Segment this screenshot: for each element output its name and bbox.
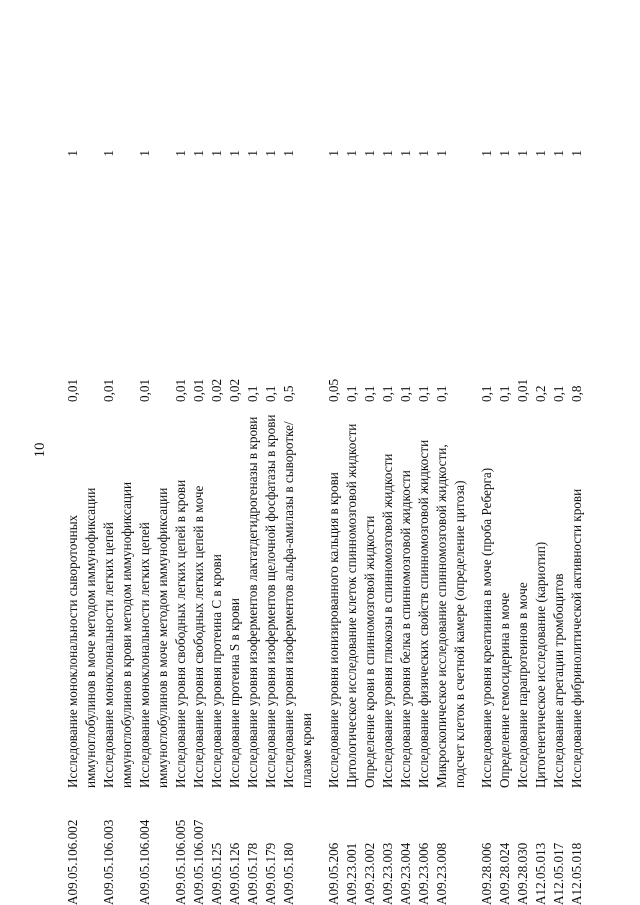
frequency-value: 0,1 <box>416 385 431 402</box>
frequency-value: 0,02 <box>209 378 224 402</box>
frequency-value: 0,01 <box>173 378 188 402</box>
table-row <box>397 130 415 905</box>
service-name: Определение гемосидерина в моче <box>497 592 512 788</box>
multiplicity-value: 1 <box>362 150 377 157</box>
service-code: A09.23.002 <box>362 842 377 905</box>
service-code: A09.05.180 <box>281 842 296 905</box>
service-code: A09.05.106.003 <box>101 819 116 905</box>
service-code: A12.05.013 <box>533 842 548 905</box>
frequency-value: 0,01 <box>191 378 206 402</box>
service-name: Исследование уровня креатинина в моче (проба Реберга) <box>479 467 494 788</box>
table-row <box>379 130 397 905</box>
service-code: A09.05.179 <box>263 842 278 905</box>
service-name: Исследование уровня изоферментов лактатдегидрогеназы в крови <box>245 416 260 788</box>
services-table <box>64 130 584 905</box>
multiplicity-value: 1 <box>209 150 224 157</box>
multiplicity-value: 1 <box>101 150 116 157</box>
frequency-value: 0,1 <box>497 385 512 402</box>
service-code: A09.05.106.004 <box>137 819 152 905</box>
frequency-value: 0,01 <box>101 378 116 402</box>
frequency-value: 0,01 <box>65 378 80 402</box>
service-code: A09.05.125 <box>209 842 224 905</box>
table-row <box>280 130 316 905</box>
service-name: Исследование уровня ионизированного кальция в крови <box>326 472 341 788</box>
service-code: A12.05.017 <box>551 842 566 905</box>
frequency-value: 0,02 <box>227 378 242 402</box>
frequency-value: 0,8 <box>569 385 584 402</box>
service-code: A09.05.106.007 <box>191 819 206 905</box>
service-name: Исследование парапротеинов в моче <box>515 582 530 788</box>
frequency-value: 0,1 <box>344 385 359 402</box>
table-row <box>172 130 190 905</box>
multiplicity-value: 1 <box>515 150 530 157</box>
multiplicity-value: 1 <box>416 150 431 157</box>
service-code: A09.23.004 <box>398 842 413 905</box>
table-row <box>100 130 136 905</box>
multiplicity-value: 1 <box>326 150 341 157</box>
table-row <box>325 130 343 905</box>
table-row <box>343 130 361 905</box>
table-row <box>226 130 244 905</box>
service-code: A09.23.003 <box>380 842 395 905</box>
service-code: A09.28.030 <box>515 842 530 905</box>
service-code: A09.05.106.005 <box>173 819 188 905</box>
multiplicity-value: 1 <box>569 150 584 157</box>
frequency-value: 0,05 <box>326 378 341 402</box>
multiplicity-value: 1 <box>533 150 548 157</box>
service-code: A12.05.018 <box>569 842 584 905</box>
service-name: Определение крови в спинномозговой жидкости <box>362 515 377 788</box>
service-name: Исследование уровня изоферментов альфа-амилазы в сыворотке/плазме крови <box>281 421 314 788</box>
table-row <box>514 130 532 905</box>
service-name: Исследование моноклональности сывороточных иммуноглобулинов в моче методом иммунофиксации <box>65 487 98 788</box>
service-name: Исследование физических свойств спинномозговой жидкости <box>416 439 431 788</box>
multiplicity-value: 1 <box>281 150 296 157</box>
service-code: A09.05.206 <box>326 842 341 905</box>
multiplicity-value: 1 <box>263 150 278 157</box>
multiplicity-value: 1 <box>497 150 512 157</box>
service-name: Исследование уровня протеина С в крови <box>209 554 224 788</box>
service-code: A09.05.106.002 <box>65 819 80 905</box>
table-row <box>568 130 586 905</box>
service-code: A09.05.178 <box>245 842 260 905</box>
table-row <box>244 130 262 905</box>
service-name: Исследование уровня свободных легких цепей в моче <box>191 485 206 788</box>
service-name: Исследование фибринолитической активности крови <box>569 488 584 788</box>
service-name: Исследование уровня изоферментов щелочной фосфатазы в крови <box>263 414 278 788</box>
frequency-value: 0,5 <box>281 385 296 402</box>
service-name: Микроскопическое исследование спинномозговой жидкости, подсчет клеток в счетной камере (определение цитоза) <box>434 444 467 788</box>
frequency-value: 0,1 <box>263 385 278 402</box>
frequency-value: 0,1 <box>551 385 566 402</box>
frequency-value: 0,1 <box>434 385 449 402</box>
service-code: A09.23.006 <box>416 842 431 905</box>
multiplicity-value: 1 <box>227 150 242 157</box>
multiplicity-value: 1 <box>380 150 395 157</box>
service-name: Исследование моноклональности легких цепей иммуноглобулинов в моче методом иммунофиксации <box>137 487 170 788</box>
table-row <box>550 130 568 905</box>
frequency-value: 0,01 <box>137 378 152 402</box>
service-name: Исследование агрегации тромбоцитов <box>551 573 566 788</box>
multiplicity-value: 1 <box>398 150 413 157</box>
frequency-value: 0,1 <box>398 385 413 402</box>
service-name: Исследование протеина S в крови <box>227 598 242 788</box>
frequency-value: 0,1 <box>479 385 494 402</box>
multiplicity-value: 1 <box>479 150 494 157</box>
table-row <box>478 130 496 905</box>
frequency-value: 0,01 <box>515 378 530 402</box>
table-row <box>433 130 469 905</box>
table-row <box>190 130 208 905</box>
multiplicity-value: 1 <box>173 150 188 157</box>
multiplicity-value: 1 <box>191 150 206 157</box>
table-row <box>64 130 100 905</box>
service-name: Исследование уровня свободных легких цепей в крови <box>173 479 188 788</box>
multiplicity-value: 1 <box>137 150 152 157</box>
table-row <box>136 130 172 905</box>
table-row <box>532 130 550 905</box>
frequency-value: 0,1 <box>362 385 377 402</box>
table-row <box>262 130 280 905</box>
page-number: 10 <box>32 442 48 458</box>
frequency-value: 0,1 <box>245 385 260 402</box>
table-row <box>496 130 514 905</box>
table-row <box>415 130 433 905</box>
frequency-value: 0,2 <box>533 385 548 402</box>
service-code: A09.23.008 <box>434 842 449 905</box>
service-name: Исследование моноклональности легких цепей иммуноглобулинов в крови методом иммунофиксации <box>101 481 134 788</box>
service-code: A09.28.024 <box>497 842 512 905</box>
service-code: A09.28.006 <box>479 842 494 905</box>
frequency-value: 0,1 <box>380 385 395 402</box>
table-row <box>208 130 226 905</box>
service-name: Исследование уровня глюкозы в спинномозговой жидкости <box>380 453 395 788</box>
multiplicity-value: 1 <box>434 150 449 157</box>
multiplicity-value: 1 <box>245 150 260 157</box>
multiplicity-value: 1 <box>65 150 80 157</box>
table-row <box>361 130 379 905</box>
service-code: A09.05.126 <box>227 842 242 905</box>
service-code: A09.23.001 <box>344 842 359 905</box>
multiplicity-value: 1 <box>344 150 359 157</box>
service-name: Исследование уровня белка в спинномозговой жидкости <box>398 470 413 788</box>
multiplicity-value: 1 <box>551 150 566 157</box>
service-name: Цитогенетическое исследование (кариотип) <box>533 541 548 788</box>
service-name: Цитологическое исследование клеток спинномозговой жидкости <box>344 423 359 788</box>
